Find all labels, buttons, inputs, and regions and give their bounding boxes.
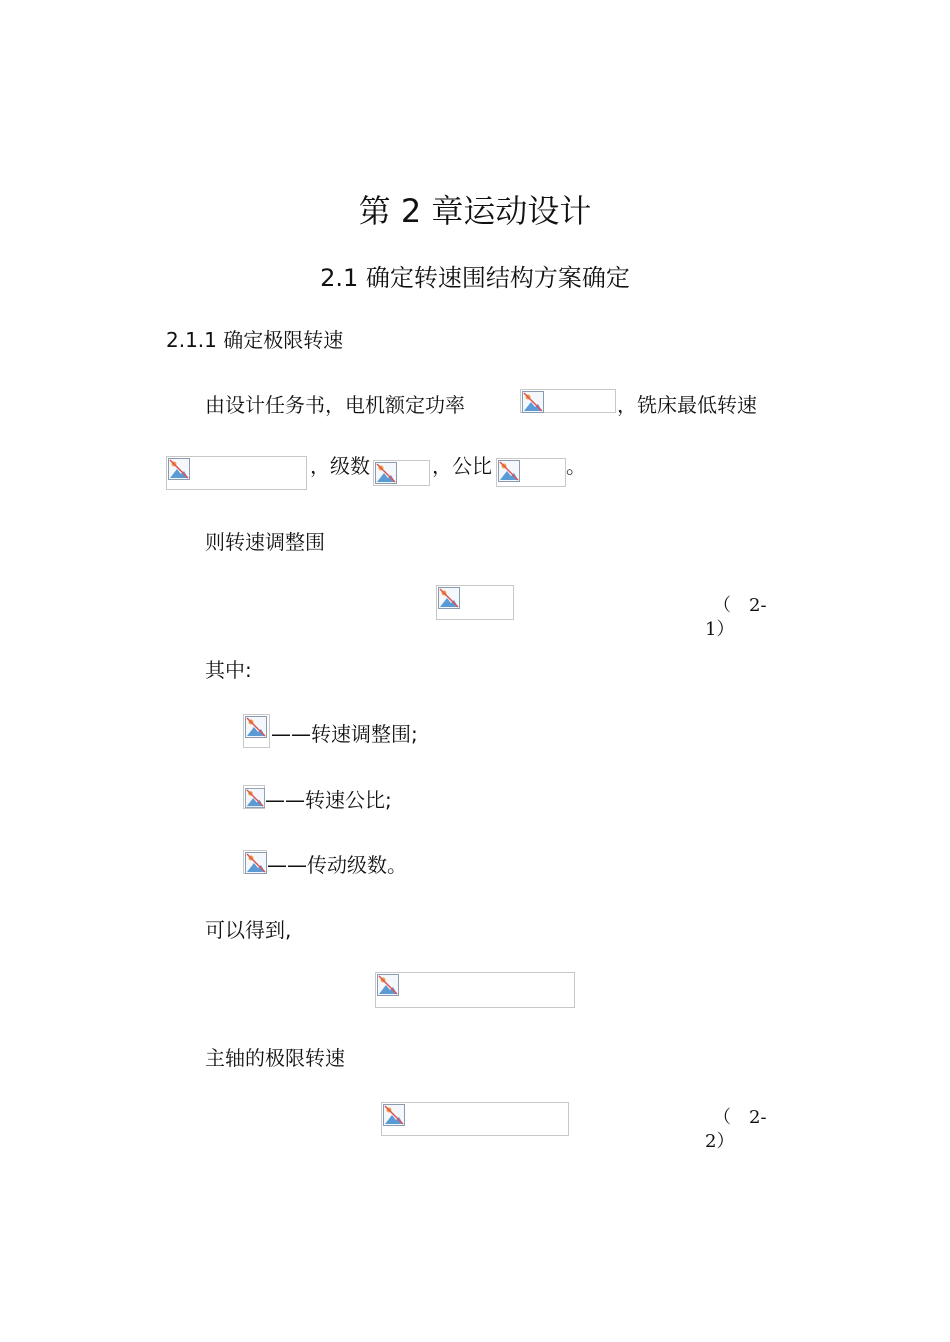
broken-image-icon [168, 458, 190, 480]
formula-image-power [520, 389, 616, 413]
equation-number-2-2-line1: （ 2- [713, 1107, 767, 1128]
equation-number-2-2-line2: 2） [705, 1131, 735, 1152]
equation-number-2-1-line1: （ 2- [713, 595, 767, 616]
para1-text-3: ，级数 [310, 454, 370, 478]
section-title: 2.1 确定转速围结构方案确定 [320, 264, 630, 292]
speed-range-line: 则转速调整围 [205, 530, 325, 554]
where-label: 其中: [205, 658, 252, 682]
broken-image-icon [498, 460, 520, 482]
formula-image-stages [373, 460, 430, 486]
broken-image-icon [245, 787, 265, 809]
broken-image-icon [245, 716, 267, 738]
broken-image-icon [377, 974, 399, 996]
symbol-image-stages [243, 850, 267, 874]
formula-image-ratio [496, 458, 566, 487]
formula-image-min-speed [166, 456, 307, 490]
chapter-title: 第 2 章运动设计 [358, 192, 592, 230]
broken-image-icon [383, 1104, 405, 1126]
para1-text-1: 由设计任务书，电机额定功率 [205, 393, 465, 417]
obtain-line: 可以得到, [205, 918, 292, 942]
para1-text-4: ，公比 [432, 454, 492, 478]
broken-image-icon [522, 391, 544, 413]
para1-text-2: ，铣床最低转速 [617, 393, 757, 417]
definition-stages: ——传动级数。 [267, 853, 407, 877]
para1-text-5: 。 [566, 454, 586, 478]
equation-image-result [375, 972, 575, 1008]
broken-image-icon [245, 852, 267, 874]
equation-number-2-1-line2: 1） [705, 619, 735, 640]
broken-image-icon [438, 587, 460, 609]
subsection-title: 2.1.1 确定极限转速 [166, 328, 344, 352]
symbol-image-range [243, 714, 270, 748]
spindle-speed-line: 主轴的极限转速 [205, 1046, 345, 1070]
equation-image-2-1 [436, 585, 514, 620]
symbol-image-ratio [243, 785, 265, 809]
broken-image-icon [375, 462, 397, 484]
equation-image-2-2 [381, 1102, 569, 1136]
definition-range: ——转速调整围; [271, 722, 418, 746]
definition-ratio: ——转速公比; [265, 788, 392, 812]
